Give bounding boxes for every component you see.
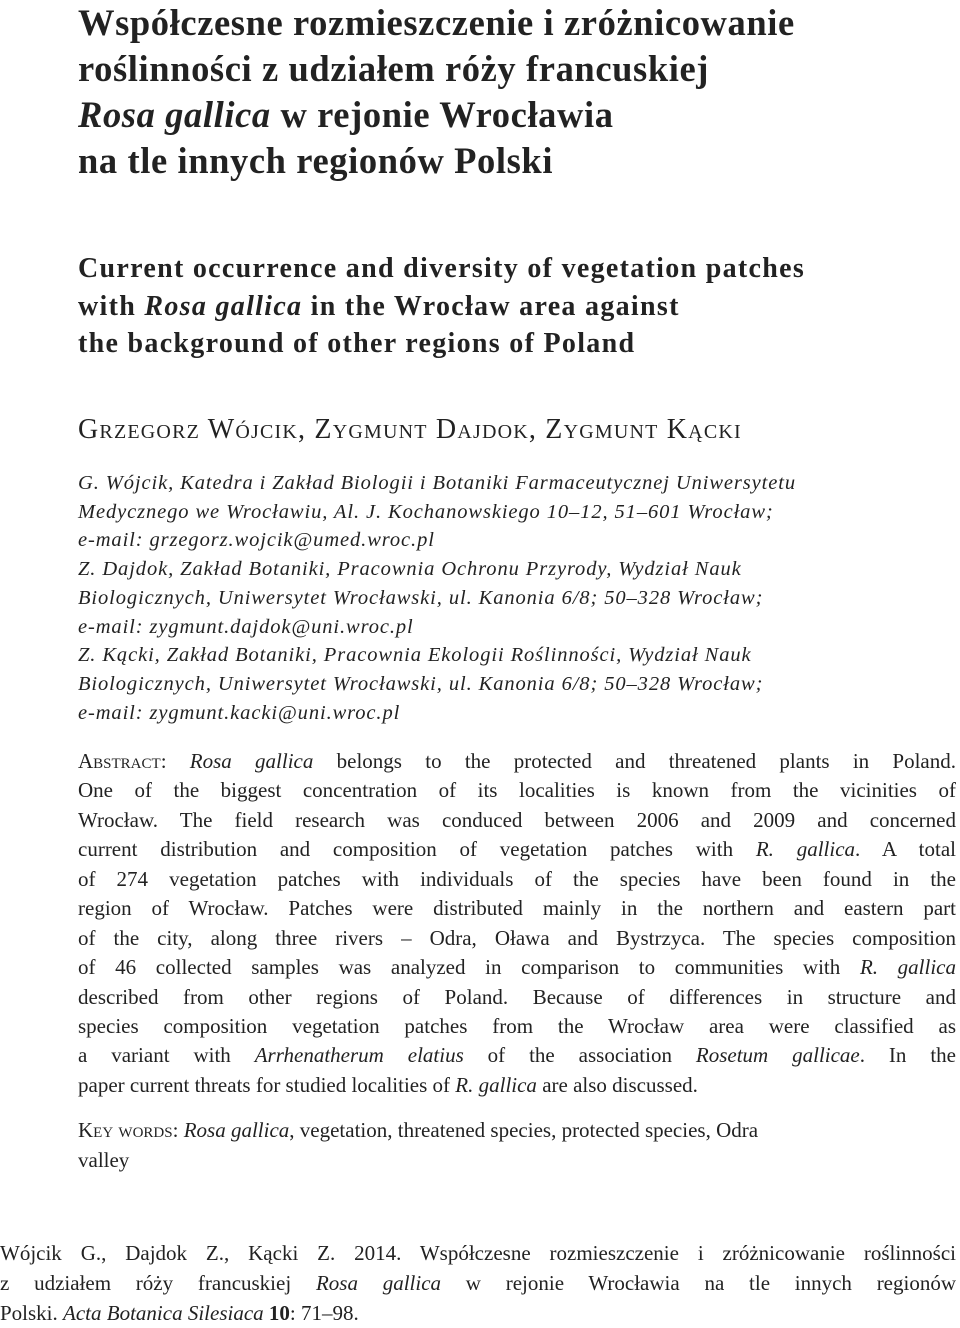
title-polish [78, 0, 948, 184]
abstract-line-11-association: Rosetum gallicae [695, 1043, 860, 1068]
title-pl-species: Rosa gallica [78, 94, 271, 135]
affil-2-email: e-mail: zygmunt.dajdok@uni.wroc.pl [78, 615, 414, 638]
title-en-line-2 [78, 288, 948, 326]
affil-3-email: e-mail: zygmunt.kacki@uni.wroc.pl [78, 701, 401, 724]
citation-line-1: Wójcik G., Dajdok Z., Kącki Z. 2014. Współczesne rozmieszczenie i zróżnicowanie roślinności [0, 1241, 956, 1265]
abstract-line-4-species: R. gallica [755, 837, 856, 862]
abstract-line-11-mid: of the association [463, 1043, 696, 1068]
citation-line-2-rest: w rejonie Wrocławia na tle innych regionów [441, 1271, 956, 1295]
affil-2-line-2: Biologicznych, Uniwersytet Wrocławski, ul. Kanonia 6/8; 50–328 Wrocław; [78, 586, 764, 609]
citation-pages: : 71–98. [289, 1301, 359, 1325]
keywords-rest: , vegetation, threatened species, protected species, Odra [289, 1118, 759, 1142]
affil-3-line-2: Biologicznych, Uniwersytet Wrocławski, ul. Kanonia 6/8; 50–328 Wrocław; [78, 672, 764, 695]
title-en-species: Rosa gallica [144, 290, 303, 322]
abstract-line-7: of the city, along three rivers – Odra, Oława and Bystrzyca. The species composition [78, 925, 956, 950]
abstract-line-12-rest: are also discussed. [536, 1072, 698, 1097]
citation-line-2 [0, 1268, 956, 1298]
keywords [78, 1115, 956, 1175]
abstract-line-11 [78, 1041, 956, 1070]
title-english [78, 250, 948, 363]
title-en-line-1: Current occurrence and diversity of vegetation patches [78, 253, 806, 284]
abstract-line-11-pre: a variant with [78, 1043, 255, 1068]
citation-line-3 [0, 1298, 956, 1328]
abstract-line-8-pre: of 46 collected samples was analyzed in comparison to communities with [78, 955, 860, 980]
abstract-line-2: One of the biggest concentration of its localities is known from the vicinities of [78, 778, 956, 803]
citation [0, 1238, 956, 1328]
abstract [78, 747, 956, 1100]
authors: Grzegorz Wójcik, Zygmunt Dajdok, Zygmunt Kącki [78, 414, 742, 445]
title-pl-line-3 [78, 92, 948, 138]
abstract-line-8-species: R. gallica [859, 955, 956, 980]
abstract-line-6: region of Wrocław. Patches were distributed mainly in the northern and eastern part [78, 896, 956, 921]
abstract-line-1 [78, 747, 956, 776]
affil-3-line-1: Z. Kącki, Zakład Botaniki, Pracownia Ekologii Roślinności, Wydział Nauk [78, 644, 752, 667]
citation-line-2-pre: z udziałem róży francuskiej [0, 1271, 316, 1295]
abstract-line-4 [78, 835, 956, 864]
affil-2-line-1: Z. Dajdok, Zakład Botaniki, Pracownia Ochronu Przyrody, Wydział Nauk [78, 558, 742, 581]
citation-journal: Acta Botanica Silesiaca [63, 1301, 264, 1325]
abstract-line-1-rest: belongs to the protected and threatened plants in Poland. [313, 749, 956, 773]
abstract-species: Rosa gallica [189, 749, 314, 773]
title-pl-line-1: Współczesne rozmieszczenie i zróżnicowanie [78, 2, 795, 43]
keywords-label: Key words [78, 1118, 173, 1142]
affil-1-email: e-mail: grzegorz.wojcik@umed.wroc.pl [78, 529, 435, 552]
abstract-line-11-rest: . In the [859, 1043, 956, 1068]
keywords-species: Rosa gallica [183, 1118, 290, 1142]
citation-line-3-pre: Polski. [0, 1301, 64, 1325]
keywords-colon: : [172, 1118, 179, 1142]
abstract-label: Abstract [78, 749, 161, 773]
title-en-line-3: the background of other regions of Poland [78, 328, 636, 359]
abstract-line-4-rest: . A total [855, 837, 956, 862]
affiliations [78, 469, 938, 727]
keywords-line-1 [78, 1115, 956, 1145]
title-en-line-2-pre: with [78, 290, 145, 322]
citation-species: Rosa gallica [315, 1271, 442, 1295]
abstract-line-3: Wrocław. The field research was conduced between 2006 and 2009 and concerned [78, 807, 956, 832]
abstract-line-8 [78, 953, 956, 982]
abstract-line-10: species composition vegetation patches from the Wrocław area were classified as [78, 1013, 956, 1038]
keywords-line-2: valley [78, 1148, 130, 1172]
title-pl-line-2: roślinności z udziałem róży francuskiej [78, 48, 710, 89]
abstract-line-4-pre: current distribution and composition of vegetation patches with [78, 837, 756, 862]
abstract-line-9: described from other regions of Poland. Because of differences in structure and [78, 984, 956, 1009]
abstract-line-12 [78, 1071, 956, 1100]
title-en-line-2-rest: in the Wrocław area against [302, 290, 680, 322]
title-pl-line-4: na tle innych regionów Polski [78, 140, 554, 181]
affil-1-line-2: Medycznego we Wrocławiu, Al. J. Kochanowskiego 10–12, 51–601 Wrocław; [78, 500, 774, 523]
abstract-line-5: of 274 vegetation patches with individuals of the species have been found in the [78, 866, 956, 891]
affil-1-line-1: G. Wójcik, Katedra i Zakład Biologii i Botaniki Farmaceutycznej Uniwersytetu [78, 472, 797, 494]
abstract-colon: : [160, 749, 167, 773]
title-pl-line-3-rest: w rejonie Wrocławia [270, 94, 614, 135]
abstract-line-11-genus: Arrhenatherum elatius [254, 1043, 464, 1068]
citation-volume: 10 [268, 1301, 290, 1325]
abstract-line-12-pre: paper current threats for studied localities of [78, 1072, 456, 1097]
abstract-line-12-species: R. gallica [455, 1072, 537, 1097]
